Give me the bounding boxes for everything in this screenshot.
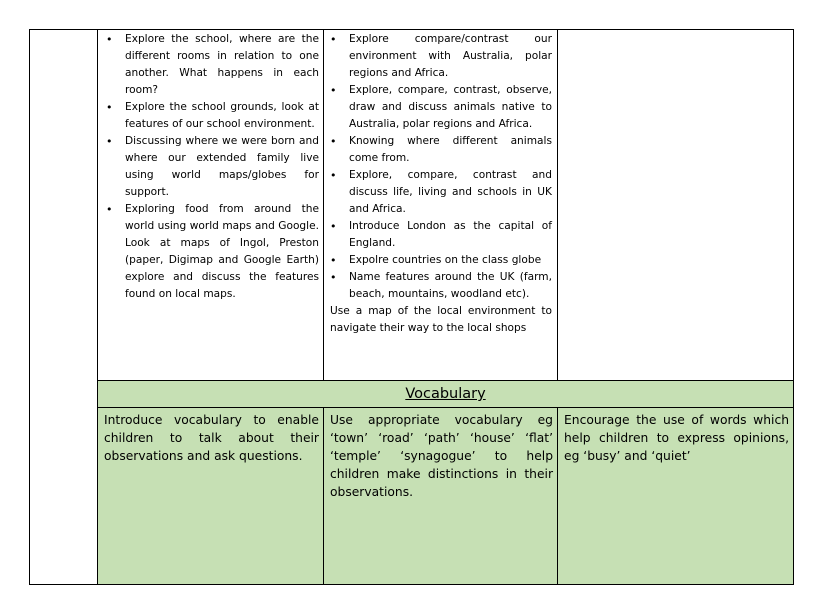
list-item: • Name features around the UK (farm, beach, mountains, woodland etc). bbox=[324, 269, 552, 303]
vocab-text-col2: Introduce vocabulary to enable children to talk about their observations and ask questions. bbox=[104, 413, 319, 463]
activities-cell-col2 bbox=[97, 29, 323, 380]
col3-bullet-list bbox=[324, 31, 552, 303]
vocab-text-col3: Use appropriate vocabulary eg ‘town’ ‘road’ ‘path’ ‘house’ ‘flat’ ‘temple’ ‘synagogue’ to help children make distinctions in their observations. bbox=[330, 413, 553, 499]
list-item: • Explore, compare, contrast and discuss life, living and schools in UK and Africa. bbox=[324, 167, 552, 218]
list-item: • Expolre countries on the class globe bbox=[324, 252, 552, 269]
vocab-text-col4: Encourage the use of words which help children to express opinions, eg ‘busy’ and ‘quiet’ bbox=[564, 413, 789, 463]
vocabulary-heading-row bbox=[97, 380, 794, 407]
list-item: • Explore compare/contrast our environment with Australia, polar regions and Africa. bbox=[324, 31, 552, 82]
vocab-cell-col4 bbox=[557, 407, 794, 585]
col2-bullet-list bbox=[100, 31, 319, 303]
activities-cell-col3 bbox=[323, 29, 557, 380]
col3-paragraph: Use a map of the local environment to navigate their way to the local shops bbox=[330, 305, 552, 334]
list-item: • Introduce London as the capital of England. bbox=[324, 218, 552, 252]
list-item: • Discussing where we were born and where our extended family live using world maps/globes for support. bbox=[100, 133, 319, 201]
vocab-cell-col3 bbox=[323, 407, 557, 585]
list-item: • Explore the school grounds, look at features of our school environment. bbox=[100, 99, 319, 133]
list-item: • Exploring food from around the world using world maps and Google. Look at maps of Ingol, Preston (paper, Digimap and Google Earth) explore and discuss the features found on local maps. bbox=[100, 201, 319, 303]
list-item: • Explore the school, where are the different rooms in relation to one another. What happens in each room? bbox=[100, 31, 319, 99]
vocab-cell-col2 bbox=[97, 407, 323, 585]
vocabulary-heading: Vocabulary bbox=[405, 386, 486, 402]
activities-cell-col4 bbox=[557, 29, 794, 380]
list-item: • Knowing where different animals come from. bbox=[324, 133, 552, 167]
left-empty-column bbox=[29, 29, 97, 585]
list-item: • Explore, compare, contrast, observe, draw and discuss animals native to Australia, polar regions and Africa. bbox=[324, 82, 552, 133]
